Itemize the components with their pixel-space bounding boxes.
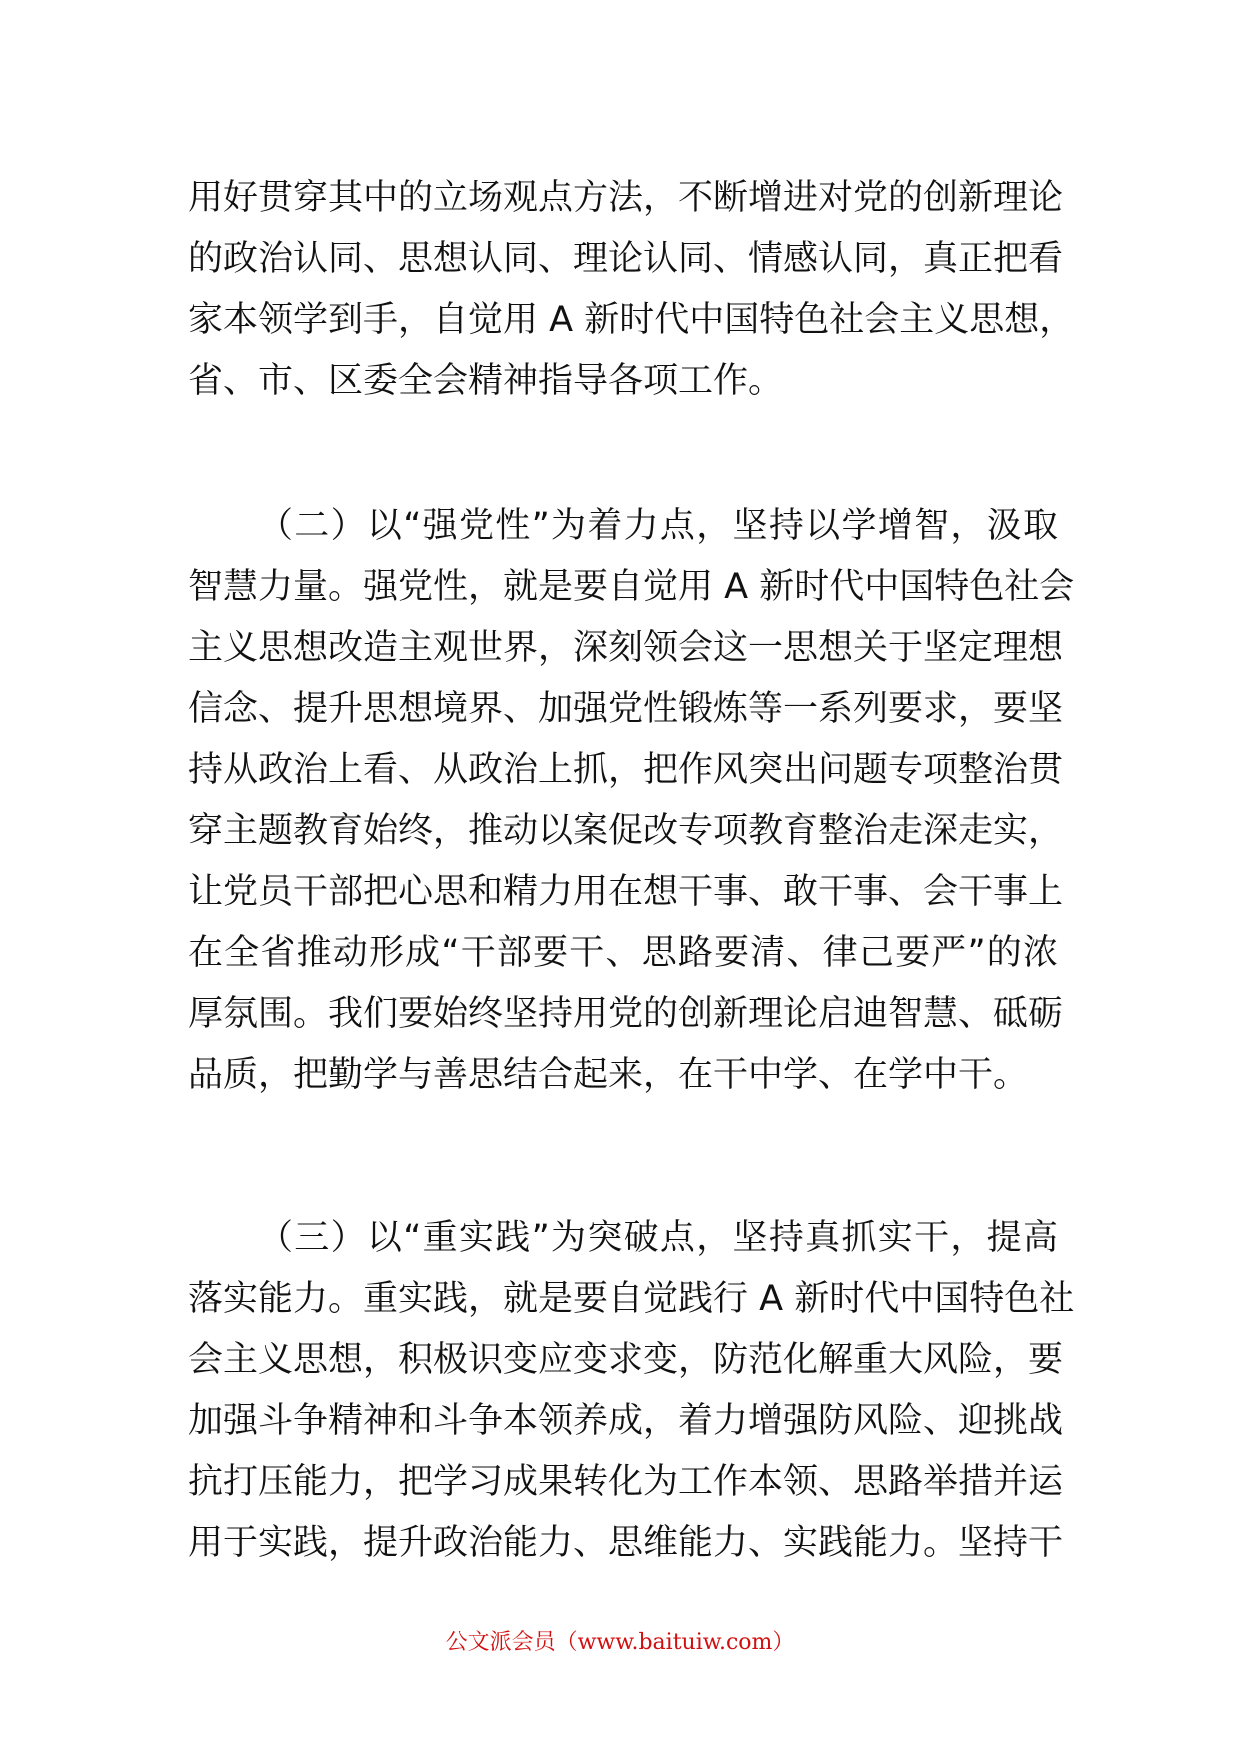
text-line: 信念、提升思想境界、加强党性锻炼等一系列要求，要坚 [188,689,1064,729]
text-line: 会主义思想，积极识变应变求变，防范化解重大风险，要 [188,1340,1064,1380]
text-line: 用好贯穿其中的立场观点方法，不断增进对党的创新理论 [188,178,1064,218]
footer-watermark: 公文派会员（www.baituiw.com） [445,1630,795,1655]
text-line: 品质，把勤学与善思结合起来，在干中学、在学中干。 [188,1055,1029,1095]
section-heading-line: （二）以“强党性”为着力点，坚持以学增智，汲取 [258,506,1058,546]
text-line: 让党员干部把心思和精力用在想干事、敢干事、会干事上 [188,872,1064,912]
text-line: 的政治认同、思想认同、理论认同、情感认同，真正把看 [188,239,1064,279]
text-line: 厚氛围。我们要始终坚持用党的创新理论启迪智慧、砥砺 [188,994,1064,1034]
text-line: 在全省推动形成“干部要干、思路要清、律己要严”的浓 [188,933,1058,973]
paragraph-3 [188,1208,1075,1574]
text-line: 用于实践，提升政治能力、思维能力、实践能力。坚持干 [188,1523,1064,1563]
text-line: 持从政治上看、从政治上抓，把作风突出问题专项整治贯 [188,750,1064,790]
text-line: 加强斗争精神和斗争本领养成，着力增强防风险、迎挑战 [188,1401,1064,1441]
text-line: 落实能力。重实践，就是要自觉践行 A 新时代中国特色社 [188,1279,1075,1319]
section-heading-line: （三）以“重实践”为突破点，坚持真抓实干，提高 [258,1218,1058,1258]
text-line: 抗打压能力，把学习成果转化为工作本领、思路举措并运 [188,1462,1064,1502]
paragraph-1 [188,168,1075,412]
text-line: 主义思想改造主观世界，深刻领会这一思想关于坚定理想 [188,628,1064,668]
text-line: 智慧力量。强党性，就是要自觉用 A 新时代中国特色社会 [188,567,1075,607]
paragraph-2 [188,496,1075,1106]
text-line: 省、市、区委全会精神指导各项工作。 [188,361,784,401]
text-line: 穿主题教育始终，推动以案促改专项教育整治走深走实， [188,811,1064,851]
text-line: 家本领学到手，自觉用 A 新时代中国特色社会主义思想， [188,300,1075,340]
